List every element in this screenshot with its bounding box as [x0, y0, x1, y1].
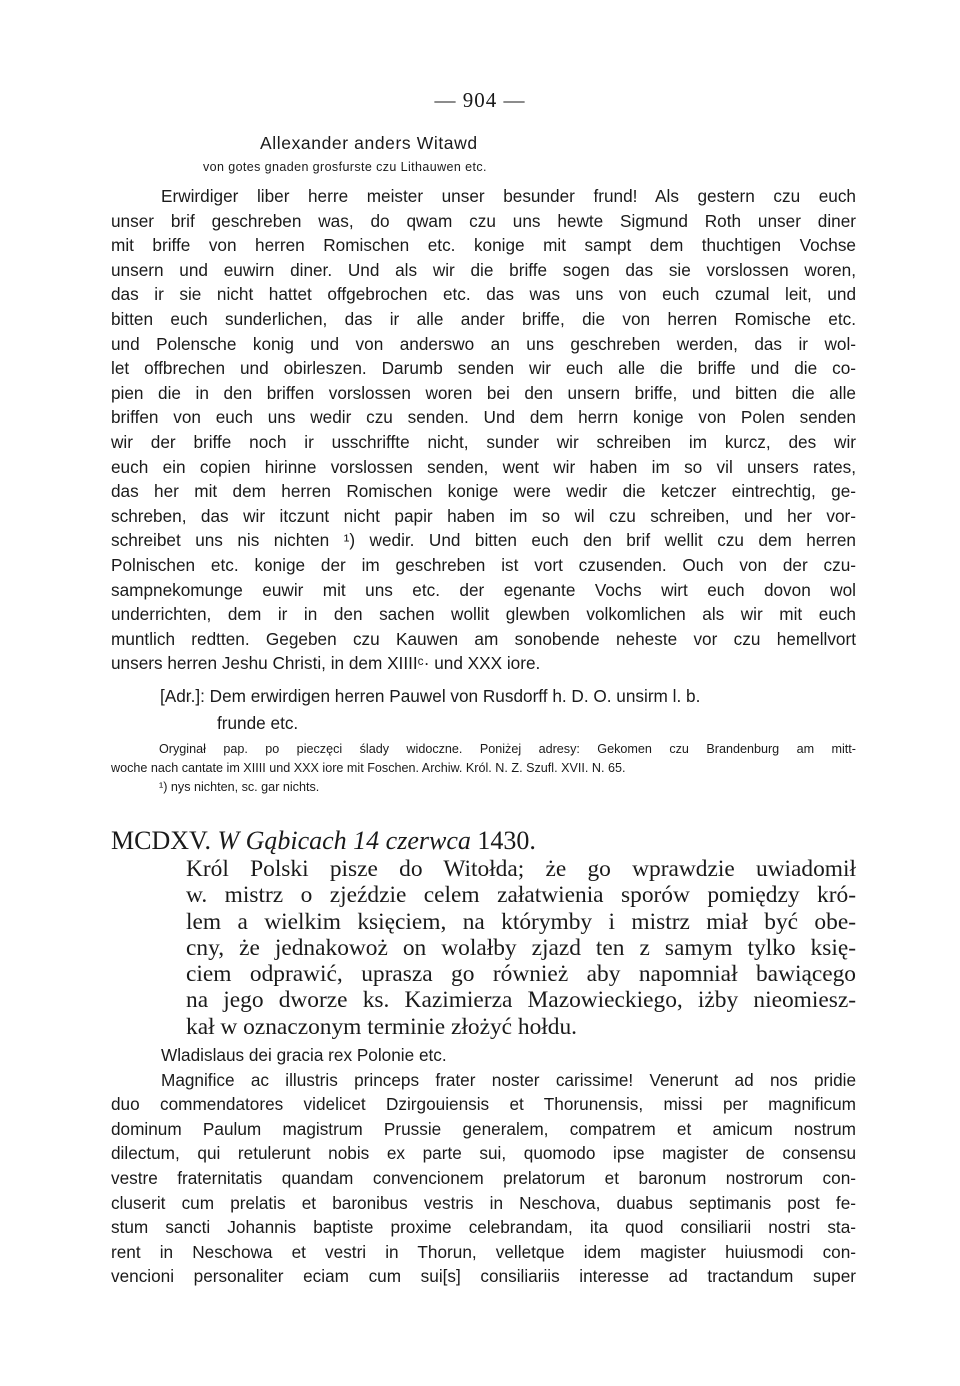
entry-number: MCDXV. — [111, 826, 211, 855]
page-number: — 904 — — [434, 88, 526, 112]
source-notes — [111, 740, 856, 797]
letter-address — [160, 683, 860, 737]
summary-line: kał w oznaczonym terminie złożyć hołdu. — [186, 1013, 578, 1040]
text-line: dilectum, qui retulerunt nobis ex parte sui, quomodo ipse magister de consensu — [111, 1143, 856, 1164]
text-line: euch ein copien hirinne vorslossen senden, went wir haben im so vil unsers rates, — [111, 456, 856, 477]
text-line: briffen von euch uns wedir czu senden. Und dem herrn konige von Polen senden — [111, 407, 856, 428]
text-line: schreibet uns nis nichten ¹) wedir. Und bitten euch den brif wellit czu dem herren — [111, 530, 856, 551]
text-line: schreben, das wir itczunt nicht papir haben im so wil czu schreiben, und her vor- — [111, 505, 856, 526]
text-line: Polnischen etc. konige der im geschreben ist vort czusenden. Ouch von der czu- — [111, 554, 856, 575]
entry-summary — [186, 856, 856, 1040]
text-line: underrichten, dem ir in den sachen wollit glewben volkomlichen als wir mit euch — [111, 604, 856, 625]
summary-line: cny, że jednakowoż on wolałby zjazd ten z samym tylko księ- — [186, 934, 856, 961]
text-line: pien die in den briffen vorslossen woren bei den unsern briffe, und bitten die alle — [111, 382, 856, 403]
text-line: unsers herren Jeshu Christi, in dem XIIIIᶜ· und XXX iore. — [111, 653, 541, 674]
salutation: Wladislaus dei gracia rex Polonie etc. — [161, 1045, 447, 1065]
footnote: ¹) nys nichten, sc. gar nichts. — [159, 780, 320, 794]
text-line: und Polensche konig und von anderswo an uns geschreben werden, das ir wol- — [111, 333, 856, 354]
text-line: let offbrechen und obirleszen. Darumb senden wir euch alle die briffe und die co- — [111, 358, 856, 379]
note-line: woche nach cantate im XIIII und XXX iore mit Foschen. Archiw. Król. N. Z. Szufl. XVII. N. 65. — [111, 761, 626, 775]
note-line: Oryginał pap. po pieczęci ślady widoczne. Poniżej adresy: Gekomen czu Brandenburg am mitt- — [159, 742, 856, 756]
text-line: vestre fraternitatis quandam convencionem prelatorum et baronum nostrorum con- — [111, 1167, 856, 1188]
letter-body — [111, 184, 856, 676]
summary-line: ciem odprawić, uprasza go również aby napomniał bawiącego — [186, 961, 856, 988]
text-line: das ir sie nicht hattet offgebrochen etc. das was uns von euch czumal leit, und — [111, 284, 856, 305]
text-line: Erwirdiger liber herre meister unser besunder frund! Als gestern czu euch — [161, 186, 856, 206]
text-line: vencioni personaliter eciam cum sui[s] consiliariis interesse ad tractandum super — [111, 1266, 856, 1287]
text-line: unsern und euwirn diner. Und als wir die briffe sogen das sie vorslossen woren, — [111, 259, 856, 280]
text-line: cluserit cum prelatis et baronibus vestris in Neschova, duabus septimanis post fe- — [111, 1192, 856, 1213]
text-line: muntlich redtten. Gegeben czu Kauwen am sonobende neheste vor czu hemellvort — [111, 628, 856, 649]
text-line: Magnifice ac illustris princeps frater noster carissime! Venerunt ad nos pridie — [161, 1069, 856, 1090]
letter-sender-title: von gotes gnaden grosfurste czu Lithauwen etc. — [203, 160, 487, 174]
text-line: stum sancti Johannis baptiste proxime celebrandam, ita quod consiliarii nostri sta- — [111, 1217, 856, 1238]
text-line: unser brif geschreben was, do qwam czu uns hewte Sigmund Roth unser diner — [111, 210, 856, 231]
summary-line: w. mistrz o zjeździe celem załatwienia sporów pomiędzy kró- — [186, 882, 856, 909]
text-line: mit briffe von herren Romischen etc. konige mit sampt dem thuchtigen Vochse — [111, 235, 856, 256]
text-line: dominum Paulum magistrum Prussie generalem, compatrem et amicum nostrum — [111, 1118, 856, 1139]
entry-year: 1430. — [477, 826, 536, 855]
text-line: duo commendatores videlicet Dzirgouiensis et Thorunensis, missi per magnificum — [111, 1094, 856, 1115]
entry-place-date: W Gąbicach 14 czerwca — [217, 826, 471, 855]
summary-line: na jego dworze ks. Kazimierza Mazowieckiego, iżby nieomiesz- — [186, 987, 856, 1014]
text-line: rent in Neschowa et vestri in Thorun, velletque idem magister huiusmodi con- — [111, 1241, 856, 1262]
address-line: frunde etc. — [217, 713, 299, 733]
text-line: sampnekomunge euwir mit uns etc. der egenante Vochs wirt euch dovon wol — [111, 579, 856, 600]
letter-sender: Allexander anders Witawd — [260, 133, 478, 153]
text-line: das her mit dem herren Romischen konige were wedir die ketczer eintrechtig, ge- — [111, 481, 856, 502]
summary-line: Król Polski pisze do Witołda; że go wprawdzie uwiadomił — [186, 856, 856, 882]
letter2-body — [111, 1043, 856, 1289]
entry-heading — [111, 826, 536, 856]
text-line: wir der briffe noch ir usschriffte nicht, sunder wir schreiben im kurcz, des wir — [111, 431, 856, 452]
summary-line: lem a wielkim księciem, na którymby i mistrz miał być obe- — [186, 908, 856, 935]
text-line: bitten euch sunderlichen, das ir alle ander briffe, die von herren Romische etc. — [111, 308, 856, 329]
address-line: [Adr.]: Dem erwirdigen herren Pauwel von Rusdorff h. D. O. unsirm l. b. — [160, 686, 701, 706]
